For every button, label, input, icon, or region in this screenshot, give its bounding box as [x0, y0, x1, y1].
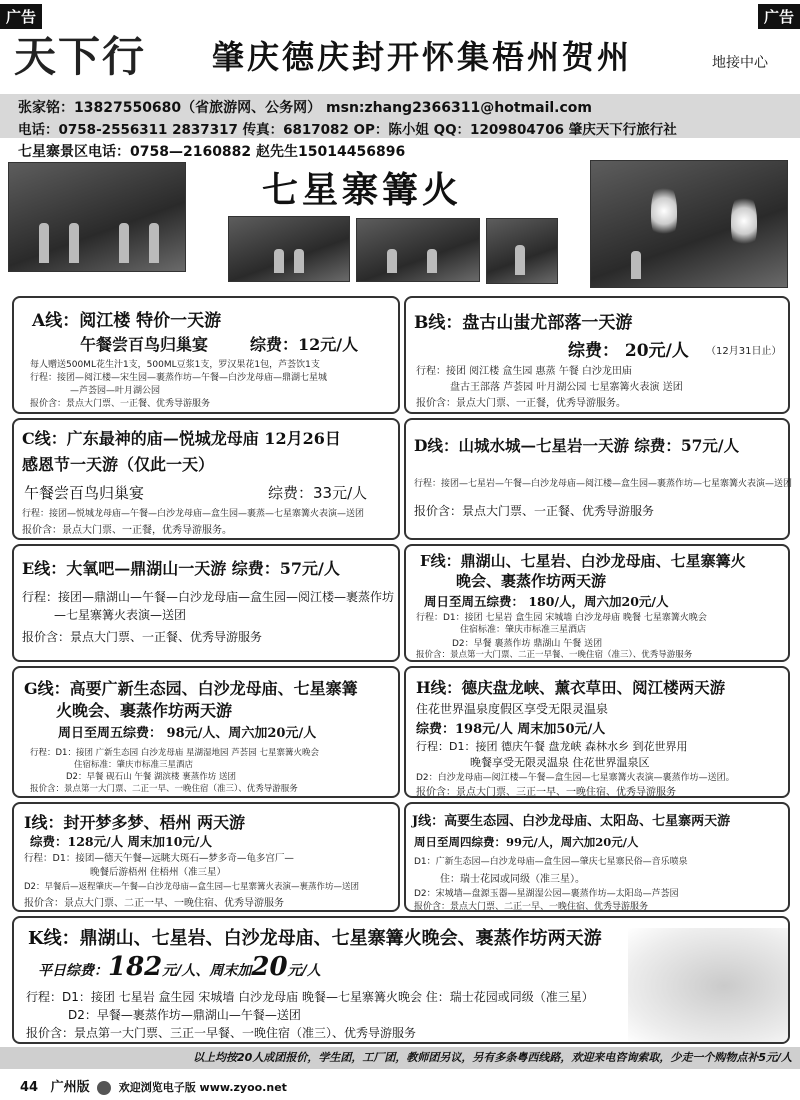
main-title: 七星寨篝火 — [262, 169, 463, 211]
route-i-price: 综费：128元/人 周末加10元/人 — [30, 834, 212, 849]
route-c-title-2: 感恩节一天游（仅此一天） — [22, 455, 215, 474]
route-e-title: E线：大氧吧—鼎湖山一天游 综费：57元/人 — [22, 559, 340, 578]
route-f-price: 周日至周五综费： 180/人，周六加20元/人 — [424, 594, 669, 609]
route-c-title: C线：广东最神的庙—悦城龙母庙 12月26日 — [22, 429, 341, 448]
route-i-box — [12, 802, 400, 912]
route-b-note: （12月31日止） — [706, 346, 782, 357]
route-g-title-2: 火晚会、裹蒸作坊两天游 — [56, 701, 233, 720]
route-b-itinerary-2: 盘古王部落 芦荟园 叶月湖公园 七星寨篝火表演 送团 — [450, 382, 683, 393]
route-k-day2: D2：早餐—裹蒸作坊—鼎湖山—午餐—送团 — [68, 1008, 301, 1022]
route-h-itinerary: 行程：D1：接团 德庆午餐 盘龙峡 森林水乡 到花世界用 — [416, 740, 688, 753]
route-k-title: K线：鼎湖山、七星岩、白沙龙母庙、七星寨篝火晚会、裹蒸作坊两天游 — [28, 928, 602, 949]
route-j-day2: D2：宋城墙—盘源玉器—星湖湿公园—裹蒸作坊—太阳岛—芦荟园 — [414, 889, 679, 899]
ad-tag-right: 广告 — [758, 4, 800, 29]
route-j-itinerary: D1：广新生态园—白沙龙母庙—盒生园—肇庆七星寨民俗—音乐喷泉 — [414, 857, 688, 867]
route-i-title: I线：封开梦多梦、梧州 两天游 — [24, 813, 246, 832]
route-h-itinerary-2: 晚餐享受无限灵温泉 住花世界温泉区 — [470, 756, 650, 769]
route-f-title: F线：鼎湖山、七星岩、白沙龙母庙、七星寨篝火 — [420, 552, 746, 570]
route-i-includes: 报价含：景点大门票、二正一早、一晚住宿、优秀导游服务 — [24, 898, 284, 909]
route-a-box — [12, 296, 400, 414]
photo-performer — [486, 218, 558, 284]
route-k-price-value: 182 — [108, 952, 163, 982]
route-i-itinerary: 行程：D1：接团—德天午餐—远眺大斑石—梦多奇—龟多宫厂— — [24, 853, 294, 864]
route-c-price: 综费：33元/人 — [268, 484, 368, 502]
photo-dancers — [8, 162, 186, 272]
route-c-box — [12, 418, 400, 540]
route-g-includes: 报价含：景点第一大门票、二正一早、一晚住宿（准三）、优秀导游服务 — [30, 784, 298, 794]
photo-performance-2 — [356, 218, 480, 282]
brand-title: 天下行 — [14, 32, 147, 81]
route-c-meal: 午餐尝百鸟归巢宴 — [24, 484, 145, 502]
route-f-hotel: 住宿标准：肇庆市标准三星酒店 — [460, 625, 587, 635]
route-j-price: 周日至周四综费：99元/人，周六加20元/人 — [414, 835, 639, 849]
route-h-subtitle: 住花世界温泉度假区享受无限灵温泉 — [416, 702, 609, 716]
route-g-box — [12, 666, 400, 798]
route-a-includes: 报价含：景点大门票、一正餐、优秀导游服务 — [30, 399, 211, 409]
route-h-title: H线：德庆盘龙峡、薰衣草田、阅江楼两天游 — [416, 678, 726, 697]
tripod-cauldron-image — [628, 928, 788, 1044]
route-j-title: J线：高要生态园、白沙龙母庙、太阳岛、七星寨两天游 — [412, 814, 731, 829]
route-k-box — [12, 916, 790, 1044]
header-cities: 肇庆德庆封开怀集梧州贺州 — [212, 38, 633, 76]
contact-line-2: 电话：0758-2556311 2837317 传真：6817082 OP：陈小姐 QQ：1209804706 肇庆天下行旅行社 — [18, 122, 677, 138]
route-b-itinerary: 行程：接团 阅江楼 盒生园 惠蒸 午餐 白沙龙田庙 — [416, 366, 632, 377]
route-k-price — [38, 952, 321, 982]
route-g-day2: D2：早餐 砚石山 午餐 湖滨楼 裹蒸作坊 送团 — [66, 772, 236, 782]
route-a-gift: 每人赠送500ML花生汁1支，500ML豆浆1支，罗汉果花1包，芦荟饮1支 — [30, 360, 320, 370]
route-a-itinerary: 行程：接团—阅江楼—宋生园—裹蒸作坊—午餐—白沙龙母庙—鼎湖七星城 — [30, 373, 328, 383]
route-e-itinerary-2: —七星寨篝火表演—送团 — [54, 608, 187, 622]
route-g-hotel: 住宿标准：肇庆市标准三星酒店 — [74, 760, 194, 770]
route-d-includes: 报价含：景点大门票、一正餐、优秀导游服务 — [414, 504, 655, 518]
route-h-box — [404, 666, 790, 798]
route-f-box — [404, 544, 790, 662]
route-k-itinerary: 行程：D1：接团 七星岩 盒生园 宋城墙 白沙龙母庙 晚餐—七星寨篝火晚会 住：瑞士花园或同级（准三星） — [26, 990, 594, 1004]
photo-performance-1 — [228, 216, 350, 282]
route-b-includes: 报价含：景点大门票、一正餐，优秀导游服务。 — [416, 398, 626, 409]
route-d-itinerary: 行程：接团—七星岩—午餐—白沙龙母庙—阅江楼—盒生园—裹蒸作坊—七星寨篝火表演—送团 — [414, 479, 793, 489]
page-edition: 广州版 — [50, 1080, 90, 1095]
photo-fire-show — [590, 160, 788, 288]
route-b-box — [404, 296, 790, 414]
footer-note — [0, 1047, 800, 1069]
header-subtitle: 地接中心 — [712, 55, 768, 71]
route-i-day2: D2：早餐后—返程肇庆—午餐—白沙龙母庙—盒生园—七星寨篝火表演—裹蒸作坊—送团 — [24, 882, 359, 892]
route-g-title: G线：高要广新生态园、白沙龙母庙、七星寨篝 — [24, 679, 358, 698]
page-tagline[interactable]: 欢迎浏览电子版 www.zyoo.net — [118, 1081, 287, 1094]
route-a-title: A线：阅江楼 特价一天游 — [32, 311, 222, 331]
page-footer — [20, 1076, 287, 1095]
route-k-price-prefix: 平日综费： — [38, 963, 108, 979]
route-a-price: 综费：12元/人 — [250, 335, 359, 354]
route-e-box — [12, 544, 400, 662]
route-k-price-suffix: 元/人 — [287, 963, 321, 979]
route-i-itinerary-2: 晚餐后游梧州 住梧州（准三星） — [90, 867, 227, 878]
route-h-price: 综费：198元/人 周末加50元/人 — [416, 722, 606, 737]
route-c-includes: 报价含：景点大门票、一正餐，优秀导游服务。 — [22, 525, 232, 536]
route-f-day2: D2：早餐 裹蒸作坊 鼎湖山 午餐 送团 — [452, 639, 603, 649]
route-k-price-mid: 元/人、周末加 — [162, 963, 252, 979]
route-j-hotel: 住：瑞士花园或同级（准三星）。 — [440, 874, 585, 885]
contact-line-3: 七星寨景区电话：0758—2160882 赵先生15014456896 — [18, 144, 406, 160]
route-h-includes: 报价含：景点大门票、三正一早、一晚住宿、优秀导游服务 — [416, 787, 676, 798]
route-k-includes: 报价含：景点第一大门票、三正一早餐、一晚住宿（准三）、优秀导游服务 — [26, 1026, 417, 1040]
route-a-meal: 午餐尝百鸟归巢宴 — [80, 335, 209, 354]
logo-icon — [97, 1081, 111, 1095]
route-b-title: B线：盘古山蚩尤部落一天游 — [414, 313, 633, 333]
ad-tag-left: 广告 — [0, 4, 42, 29]
route-j-includes: 报价含：景点大门票、二正一早、一晚住宿、优秀导游服务 — [414, 902, 649, 912]
footer-note-text: 以上均按20人成团报价，学生团，工厂团，教师团另议，另有多条粤西线路，欢迎来电咨询索取，少走一个购物点补5元/人 — [193, 1051, 792, 1064]
contact-line-1: 张家铭：13827550680（省旅游网、公务网） msn:zhang2366311@hotmail.com — [18, 100, 592, 116]
route-e-itinerary: 行程：接团—鼎湖山—午餐—白沙龙母庙—盒生园—阅江楼—裹蒸作坊 — [22, 590, 395, 604]
route-e-includes: 报价含：景点大门票、一正餐、优秀导游服务 — [22, 630, 263, 644]
route-g-price: 周日至周五综费： 98元/人、周六加20元/人 — [58, 726, 317, 741]
route-f-title-2: 晚会、裹蒸作坊两天游 — [456, 572, 607, 590]
route-h-day2: D2：白沙龙母庙—阅江楼—午餐—盒生园—七星寨篝火表演—裹蒸作坊—送团。 — [416, 773, 735, 783]
route-f-includes: 报价含：景点第一大门票、二正一早餐、一晚住宿（准三）、优秀导游服务 — [416, 650, 693, 660]
route-d-box — [404, 418, 793, 540]
route-c-itinerary: 行程：接团—悦城龙母庙—午餐—白沙龙母庙—盒生园—裹蒸—七星寨篝火表演—送团 — [22, 509, 365, 519]
route-j-box — [404, 802, 790, 912]
route-f-itinerary: 行程：D1：接团 七星岩 盒生园 宋城墙 白沙龙母庙 晚餐 七星寨篝火晚会 — [416, 613, 707, 623]
route-g-itinerary: 行程：D1：接团 广新生态园 白沙龙母庙 星湖湿地园 芦荟园 七星寨篝火晚会 — [30, 748, 319, 758]
route-b-price: 综费： 20元/人 — [568, 341, 689, 361]
route-k-price-add: 20 — [251, 952, 288, 982]
route-a-itinerary-2: —芦荟园—叶月湖公园 — [70, 386, 161, 396]
page-number: 44 — [20, 1080, 39, 1095]
route-d-title: D线：山城水城—七星岩一天游 综费：57元/人 — [414, 436, 740, 455]
